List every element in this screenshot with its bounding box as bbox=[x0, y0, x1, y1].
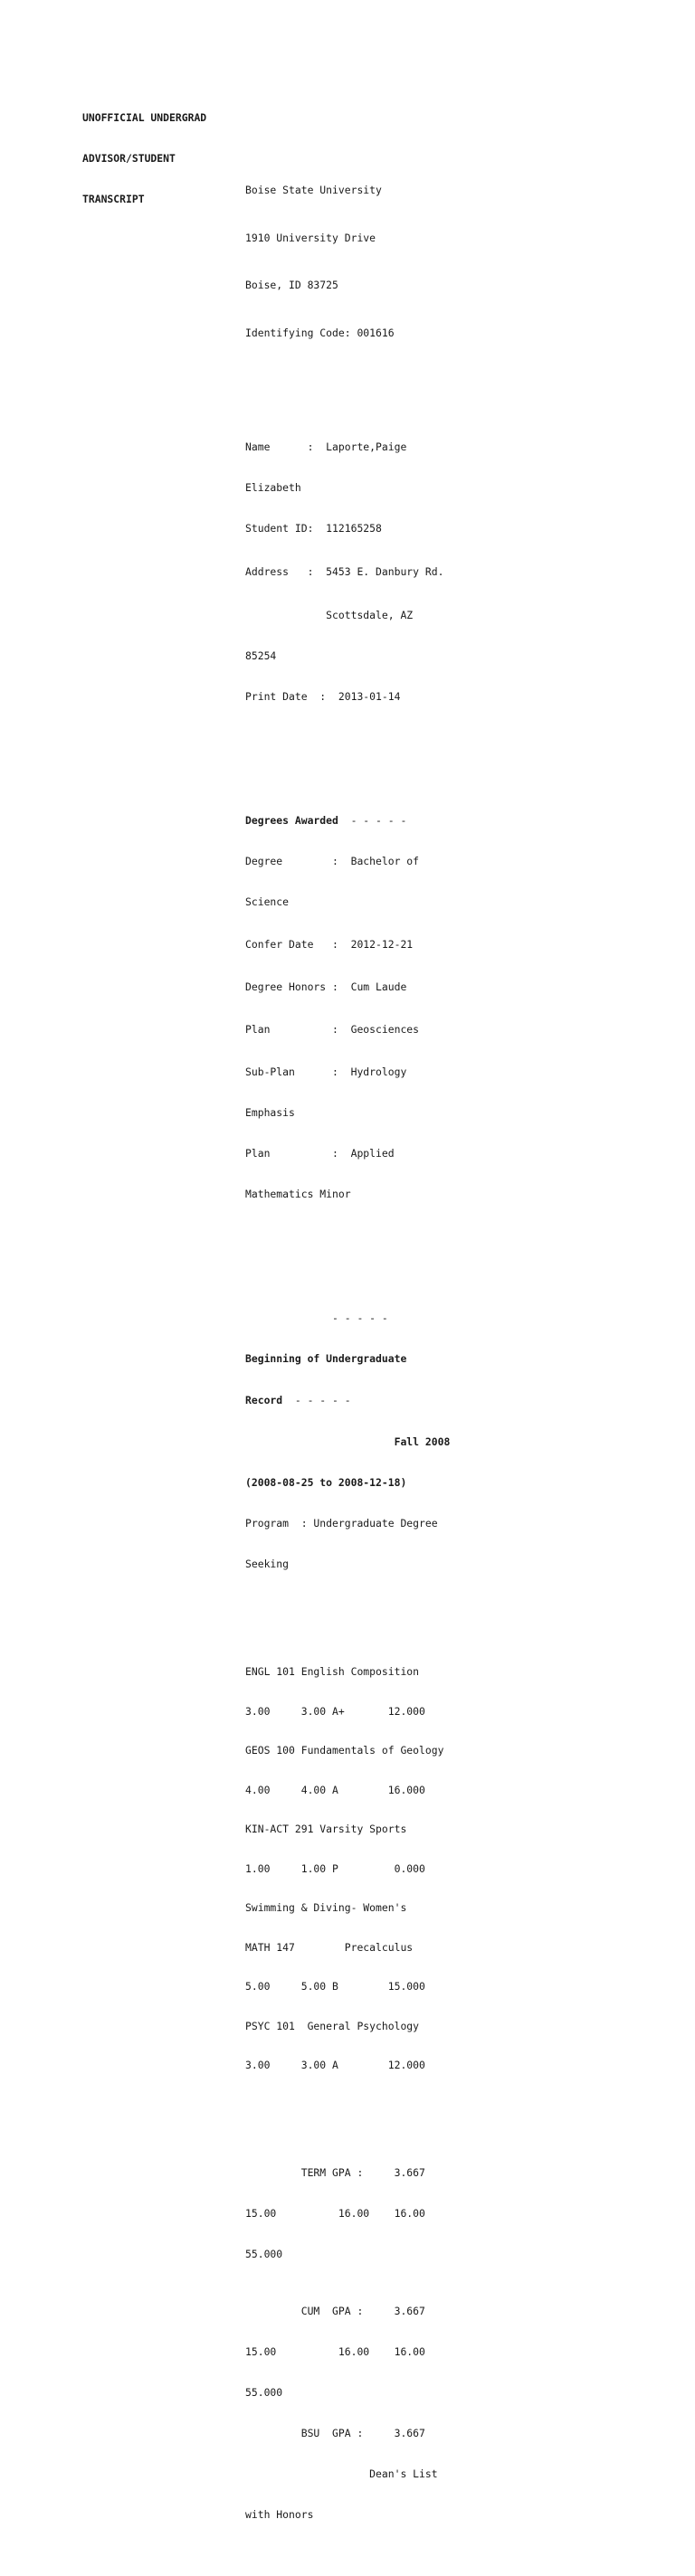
degrees-heading bbox=[245, 814, 450, 828]
term-title: Fall 2008 bbox=[245, 1435, 451, 1448]
title-line-1: UNOFFICIAL UNDERGRAD bbox=[82, 111, 207, 124]
course-list bbox=[245, 1639, 450, 2098]
degrees-heading-label: Degrees Awarded bbox=[245, 814, 338, 827]
course-math-147-grades: 5.00 5.00 B 15.000 bbox=[245, 1980, 425, 1993]
cum-totals: 15.00 16.00 16.00 bbox=[245, 2344, 425, 2358]
institution-street: 1910 University Drive bbox=[245, 231, 376, 244]
cum-quality-points: 55.000 bbox=[245, 2385, 283, 2399]
degrees-heading-dashes: - - - - - bbox=[338, 814, 407, 827]
sub-plan-cont: Emphasis bbox=[245, 1106, 295, 1119]
course-psyc-101-grades: 3.00 3.00 A 12.000 bbox=[245, 2059, 425, 2071]
title-line-3: TRANSCRIPT bbox=[82, 193, 145, 205]
bsu-gpa: BSU GPA : 3.667 bbox=[245, 2426, 425, 2439]
course-kin-act-291-desc: Swimming & Diving- Women's bbox=[245, 1901, 407, 1914]
sub-plan: Sub-Plan : Hydrology bbox=[245, 1065, 407, 1078]
plan-1: Plan : Geosciences bbox=[245, 1023, 420, 1036]
course-kin-act-291-grades: 1.00 1.00 P 0.000 bbox=[245, 1861, 425, 1875]
student-name: Name : Laporte,Paige bbox=[245, 440, 407, 453]
student-address-zip: 85254 bbox=[245, 649, 277, 662]
institution-block bbox=[245, 151, 450, 373]
student-address: Address : 5453 E. Danbury Rd. bbox=[245, 565, 444, 578]
course-math-147: MATH 147 Precalculus bbox=[245, 1940, 414, 1954]
title-line-2: ADVISOR/STUDENT bbox=[82, 152, 176, 165]
term-quality-points: 55.000 bbox=[245, 2247, 283, 2260]
plan-2-cont: Mathematics Minor bbox=[245, 1188, 351, 1200]
institution-name: Boise State University bbox=[245, 184, 382, 196]
record-heading-dashes: - - - - - bbox=[282, 1394, 351, 1406]
course-engl-101: ENGL 101 English Composition bbox=[245, 1665, 420, 1678]
degrees-block bbox=[245, 787, 450, 1228]
degree-line: Degree : Bachelor of bbox=[245, 855, 420, 867]
cum-gpa: CUM GPA : 3.667 bbox=[245, 2304, 425, 2317]
course-engl-101-grades: 3.00 3.00 A+ 12.000 bbox=[245, 1704, 425, 1718]
term-totals: 15.00 16.00 16.00 bbox=[245, 2206, 425, 2220]
print-date: Print Date : 2013-01-14 bbox=[245, 690, 401, 703]
record-heading: Beginning of Undergraduate bbox=[245, 1352, 407, 1365]
totals-block bbox=[245, 2139, 450, 2549]
student-id: Student ID: 112165258 bbox=[245, 522, 382, 535]
course-geos-100: GEOS 100 Fundamentals of Geology bbox=[245, 1744, 444, 1757]
document-title bbox=[82, 84, 206, 233]
record-heading-cont bbox=[245, 1394, 450, 1407]
course-psyc-101: PSYC 101 General Psychology bbox=[245, 2019, 420, 2032]
record-dashes: - - - - - bbox=[245, 1312, 388, 1324]
record-block bbox=[245, 1284, 450, 1598]
record-heading-label: Record bbox=[245, 1394, 283, 1406]
institution-code: Identifying Code: 001616 bbox=[245, 326, 395, 339]
confer-date: Confer Date : 2012-12-21 bbox=[245, 938, 414, 951]
program: Program : Undergraduate Degree bbox=[245, 1517, 438, 1530]
course-geos-100-grades: 4.00 4.00 A 16.000 bbox=[245, 1783, 425, 1796]
term-dates: (2008-08-25 to 2008-12-18) bbox=[245, 1476, 407, 1489]
student-block bbox=[245, 413, 450, 731]
degree-honors: Degree Honors : Cum Laude bbox=[245, 980, 407, 993]
program-cont: Seeking bbox=[245, 1558, 290, 1570]
student-name-cont: Elizabeth bbox=[245, 481, 301, 494]
transcript-body bbox=[245, 124, 450, 2576]
deans-list: Dean's List bbox=[245, 2467, 438, 2480]
institution-city: Boise, ID 83725 bbox=[245, 279, 338, 291]
course-kin-act-291: KIN-ACT 291 Varsity Sports bbox=[245, 1823, 407, 1835]
plan-2: Plan : Applied bbox=[245, 1147, 395, 1160]
degree-line-cont: Science bbox=[245, 895, 290, 908]
deans-list-cont: with Honors bbox=[245, 2507, 314, 2521]
term-gpa: TERM GPA : 3.667 bbox=[245, 2165, 425, 2179]
student-address-city: Scottsdale, AZ bbox=[245, 609, 414, 621]
